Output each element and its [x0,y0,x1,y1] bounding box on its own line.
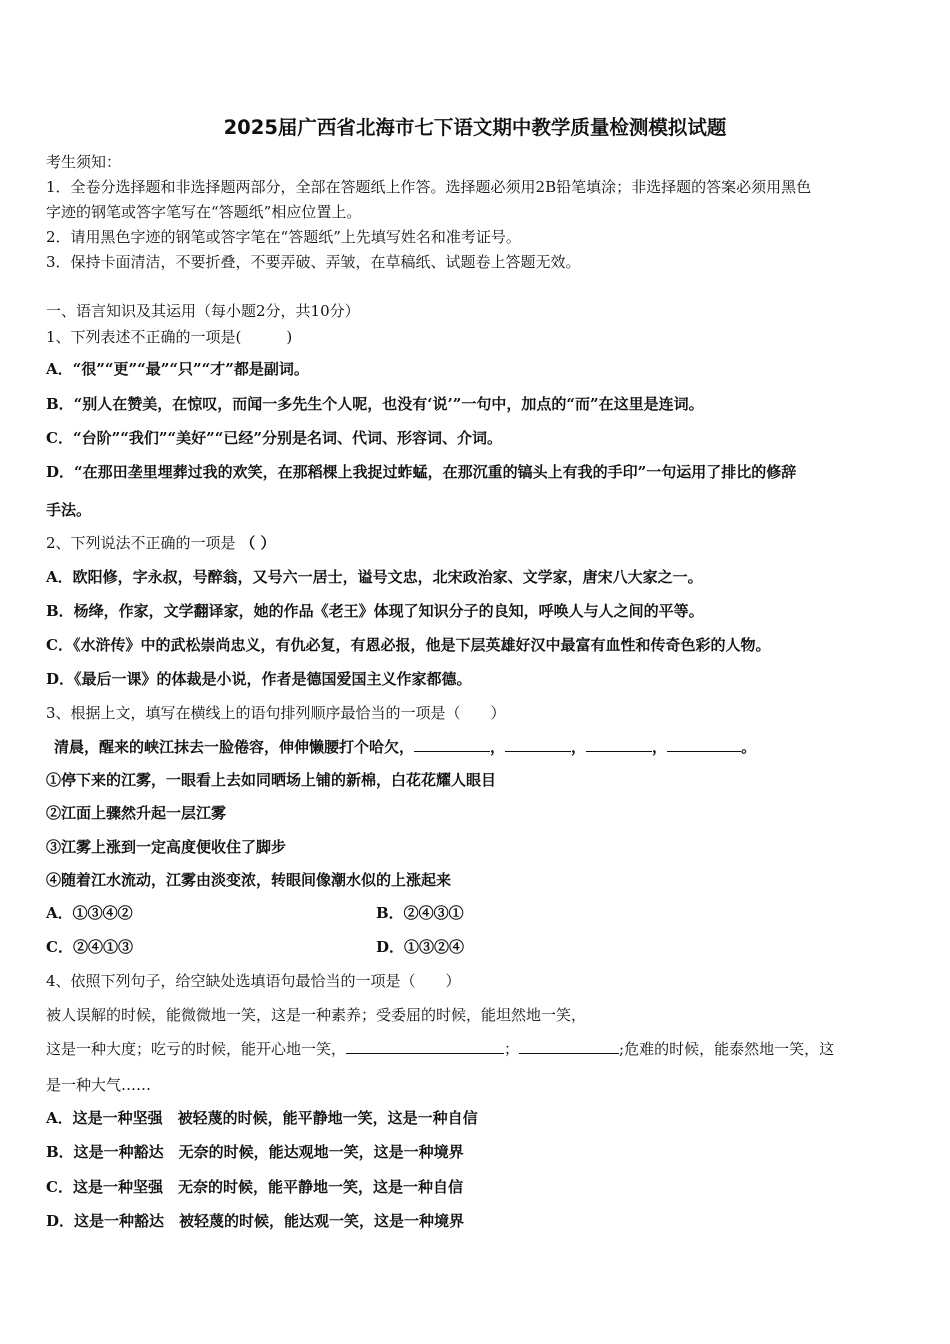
q3-option-a: A．①③④② [46,904,133,922]
q1-option-c: C．“台阶”“我们”“美好”“已经”分别是名词、代词、形容词、介词。 [46,429,502,447]
q3-sentence-2: ②江面上骤然升起一层江雾 [46,804,227,822]
q4-option-a: A．这是一种坚强 被轻蔑的时候，能平静地一笑，这是一种自信 [46,1109,478,1127]
q1-option-d-cont: 手法。 [46,501,92,519]
q1-option-b: B．“别人在赞美，在惊叹，而闻一多先生个人呢，也没有‘说’”一句中，加点的“而”在这里是连词。 [46,395,704,413]
q1-option-a: A．“很”“更”“最”“只”“才”都是副词。 [46,360,309,378]
q4-passage-line-3: 是一种大气…… [46,1076,152,1094]
q3-option-b: B．②④③① [376,904,464,922]
q3-blank-1[interactable] [414,737,490,752]
comma: ， [490,738,506,756]
q4-option-c: C．这是一种坚强 无奈的时候，能平静地一笑，这是一种自信 [46,1178,463,1196]
q4-option-b: B．这是一种豁达 无奈的时候，能达观地一笑，这是一种境界 [46,1143,464,1161]
q3-stem: 3、根据上文，填写在横线上的语句排列顺序最恰当的一项是（ ） [46,704,506,722]
q4-stem: 4、依照下列句子，给空缺处选填语句最恰当的一项是（ ） [46,972,461,990]
q4-passage-text-end: ;危难的时候，能泰然地一笑，这 [619,1040,835,1058]
q2-stem-text: 2、下列说法不正确的一项是 [46,534,236,552]
q3-option-d: D．①③②④ [376,938,465,956]
q3-blank-3[interactable] [586,737,652,752]
q4-option-d: D．这是一种豁达 被轻蔑的时候，能达观一笑，这是一种境界 [46,1212,465,1230]
q3-passage-text: 清晨，醒来的峡江抹去一脸倦容，伸伸懒腰打个哈欠， [54,738,415,756]
q3-sentence-1: ①停下来的江雾，一眼看上去如同晒场上铺的新棉，白花花耀人眼目 [46,771,497,789]
q4-passage-line-1: 被人误解的时候，能微微地一笑，这是一种素养；受委屈的时候，能坦然地一笑， [46,1006,587,1024]
q3-passage [54,737,756,757]
q3-option-c: C．②④①③ [46,938,133,956]
q4-passage-line-2 [46,1039,834,1059]
q3-blank-2[interactable] [505,737,571,752]
q2-option-a: A．欧阳修，字永叔，号醉翁，又号六一居士，谥号文忠，北宋政治家、文学家，唐宋八大家之一。 [46,568,703,586]
notice-item-2: 2．请用黑色字迹的钢笔或答字笔在“答题纸”上先填写姓名和准考证号。 [46,228,521,246]
q3-sentence-3: ③江雾上涨到一定高度便收住了脚步 [46,838,287,856]
notice-item-1: 1．全卷分选择题和非选择题两部分，全部在答题纸上作答。选择题必须用2B铅笔填涂；非选择题的答案必须用黑色 [46,178,812,196]
notice-item-3: 3．保持卡面清洁，不要折叠，不要弄破、弄皱，在草稿纸、试题卷上答题无效。 [46,253,581,271]
comma: ， [652,738,668,756]
q1-stem: 1、下列表述不正确的一项是( ) [46,328,293,346]
q4-blank-1[interactable] [346,1039,504,1054]
q2-option-d: D．《最后一课》的体裁是小说，作者是德国爱国主义作家都德。 [46,670,472,688]
section-heading: 一、语言知识及其运用（每小题2分，共10分） [46,302,360,320]
q3-sentence-4: ④随着江水流动，江雾由淡变浓，转眼间像潮水似的上涨起来 [46,871,452,889]
comma: ， [571,738,587,756]
page-title: 2025届广西省北海市七下语文期中教学质量检测模拟试题 [223,116,727,139]
semicolon: ； [504,1040,520,1058]
notice-item-1-cont: 字迹的钢笔或答字笔写在“答题纸”相应位置上。 [46,203,362,221]
q4-passage-text: 这是一种大度；吃亏的时候，能开心地一笑， [46,1040,347,1058]
q2-option-b: B．杨绛，作家，文学翻译家，她的作品《老王》体现了知识分子的良知，呼唤人与人之间的平等。 [46,602,704,620]
notice-heading: 考生须知： [46,153,122,171]
q4-blank-2[interactable] [519,1039,619,1054]
q2-stem [46,533,276,553]
q1-option-d: D．“在那田垄里埋葬过我的欢笑，在那稻棵上我捉过蚱蜢，在那沉重的镐头上有我的手印”一句运用了排比的修辞 [46,463,797,481]
q3-blank-4[interactable] [667,737,741,752]
q2-answer-paren: （ ） [240,534,276,552]
q2-option-c: C．《水浒传》中的武松崇尚忠义，有仇必复，有恩必报，他是下层英雄好汉中最富有血性和传奇色彩的人物。 [46,636,771,654]
period: 。 [741,738,757,756]
